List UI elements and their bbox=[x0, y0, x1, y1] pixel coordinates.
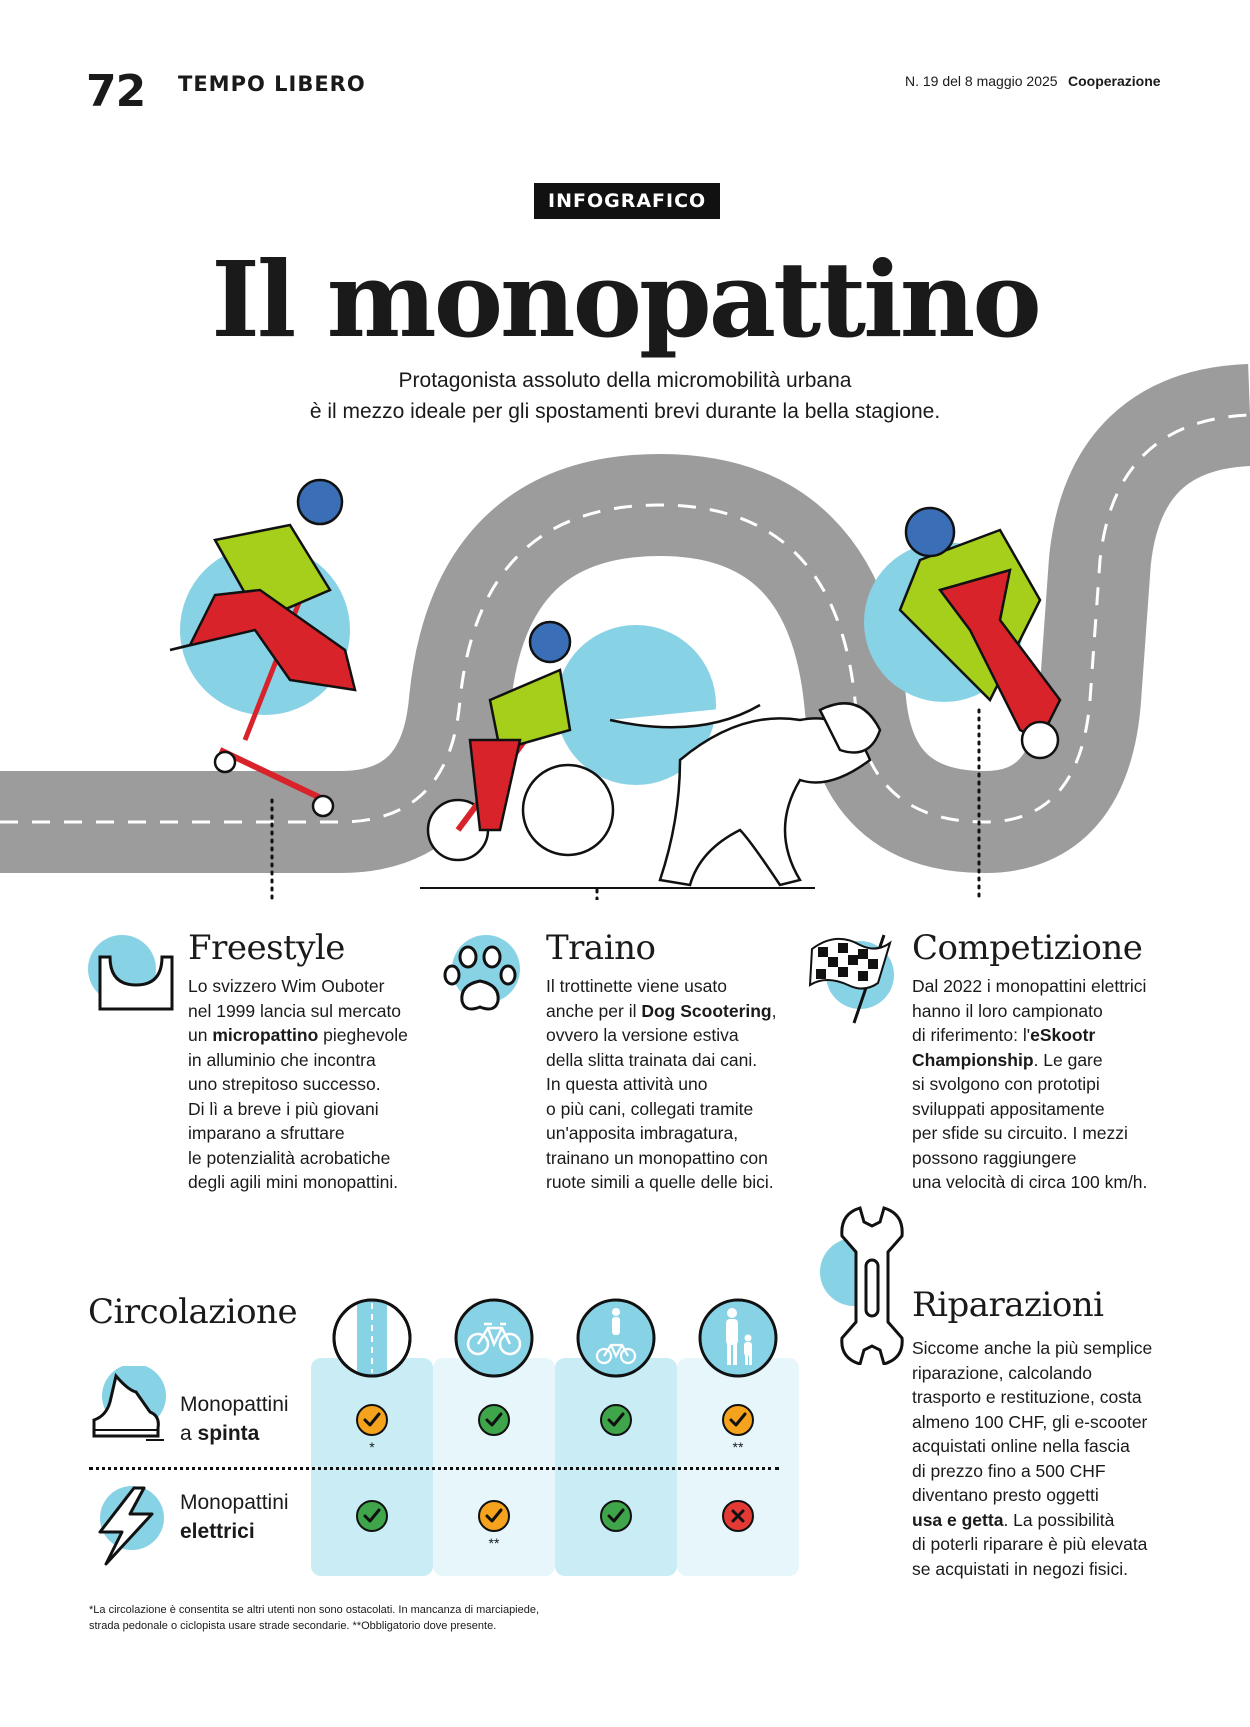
issue-info: N. 19 del 8 maggio 2025 bbox=[905, 73, 1058, 89]
freestyle-title: Freestyle bbox=[188, 928, 345, 968]
status-orange-icon bbox=[478, 1500, 510, 1532]
status-note: ** bbox=[732, 1439, 744, 1455]
riparazioni-title: Riparazioni bbox=[912, 1285, 1104, 1325]
row-label-elettrici-line1: Monopattini bbox=[180, 1491, 289, 1514]
category-badge: INFOGRAFICO bbox=[534, 183, 720, 219]
row-divider bbox=[89, 1467, 779, 1470]
circolazione-title: Circolazione bbox=[88, 1292, 298, 1332]
footnote bbox=[89, 1602, 539, 1634]
page-title: Il monopattino bbox=[211, 238, 1039, 361]
traino-title: Traino bbox=[546, 928, 656, 968]
checkered-flag-icon bbox=[806, 925, 902, 1025]
row-label-spinta bbox=[180, 1390, 289, 1448]
wrench-icon bbox=[820, 1200, 920, 1365]
pedestrian-bicycle-icon bbox=[576, 1298, 656, 1378]
section-name: TEMPO LIBERO bbox=[178, 72, 366, 96]
row-label-spinta-line2 bbox=[180, 1419, 289, 1448]
paw-icon bbox=[440, 935, 530, 1023]
freestyle-text: Lo svizzero Wim Ouboter nel 1999 lancia sul mercato un micropattino pieghevole in alluminio che incontra uno strepitoso successo. Di lì a breve i più giovani imparano a sfruttare le potenzialità acrobatiche degli agili mini monopattini. bbox=[188, 976, 408, 1192]
row-label-bold: spinta bbox=[197, 1422, 260, 1445]
competizione-title: Competizione bbox=[912, 928, 1143, 968]
status-green-icon bbox=[600, 1500, 632, 1532]
skate-ramp-icon bbox=[88, 935, 176, 1023]
traino-text: Il trottinette viene usato anche per il Dog Scootering, ovvero la versione estiva della slitta trainata dai cani. In questa attività uno o più cani, collegati tramite un'apposita imbragatura, trainano un monopattino con ruote simili a quelle delle bici. bbox=[546, 976, 777, 1192]
row-label-spinta-line1: Monopattini bbox=[180, 1393, 289, 1416]
competizione-text: Dal 2022 i monopattini elettrici hanno il loro campionato di riferimento: l'eSkootr Championship. Le gare si svolgono con prototipi sviluppati appositamente per sfide su circuito. I mezzi possono raggiungere una velocità di circa 100 km/h. bbox=[912, 976, 1148, 1192]
status-green-icon bbox=[356, 1500, 388, 1532]
riparazioni-text: Siccome anche la più semplice riparazione, calcolando trasporto e restituzione, costa almeno 100 CHF, gli e-scooter acquistati online nella fascia di prezzo fino a 500 CHF diventano presto oggetti usa e getta. La possibilità di poterli riparare è più elevata se acquistati in negozi fisici. bbox=[912, 1338, 1153, 1579]
status-green-icon bbox=[600, 1404, 632, 1436]
bike-lane-icon bbox=[332, 1298, 412, 1378]
footnote-line-1: *La circolazione è consentita se altri utenti non sono ostacolati. In mancanza di marciapiede, bbox=[89, 1604, 540, 1616]
page-number: 72 bbox=[86, 66, 146, 117]
row-label-elettrici bbox=[180, 1488, 289, 1546]
status-orange-icon bbox=[356, 1404, 388, 1436]
status-green-icon bbox=[478, 1404, 510, 1436]
status-note: ** bbox=[488, 1535, 500, 1551]
footnote-line-2: strada pedonale o ciclopista usare strade secondarie. **Obbligatorio dove presente. bbox=[89, 1620, 497, 1632]
row-label-elettrici-line2 bbox=[180, 1517, 289, 1546]
bicycle-icon bbox=[454, 1298, 534, 1378]
road-illustration bbox=[0, 360, 1250, 900]
subtitle-line-2: è il mezzo ideale per gli spostamenti brevi durante la bella stagione. bbox=[309, 400, 941, 423]
status-orange-icon bbox=[722, 1404, 754, 1436]
running-shoe-icon bbox=[86, 1366, 166, 1446]
pedestrian-icon bbox=[698, 1298, 778, 1378]
row-label-bold: elettrici bbox=[180, 1520, 255, 1543]
lightning-icon bbox=[86, 1484, 166, 1568]
row-label-prefix: a bbox=[180, 1422, 198, 1445]
status-red-icon bbox=[722, 1500, 754, 1532]
status-note: * bbox=[369, 1439, 375, 1455]
magazine-name: Cooperazione bbox=[1068, 73, 1161, 89]
subtitle-line-1: Protagonista assoluto della micromobilità urbana bbox=[398, 369, 852, 392]
